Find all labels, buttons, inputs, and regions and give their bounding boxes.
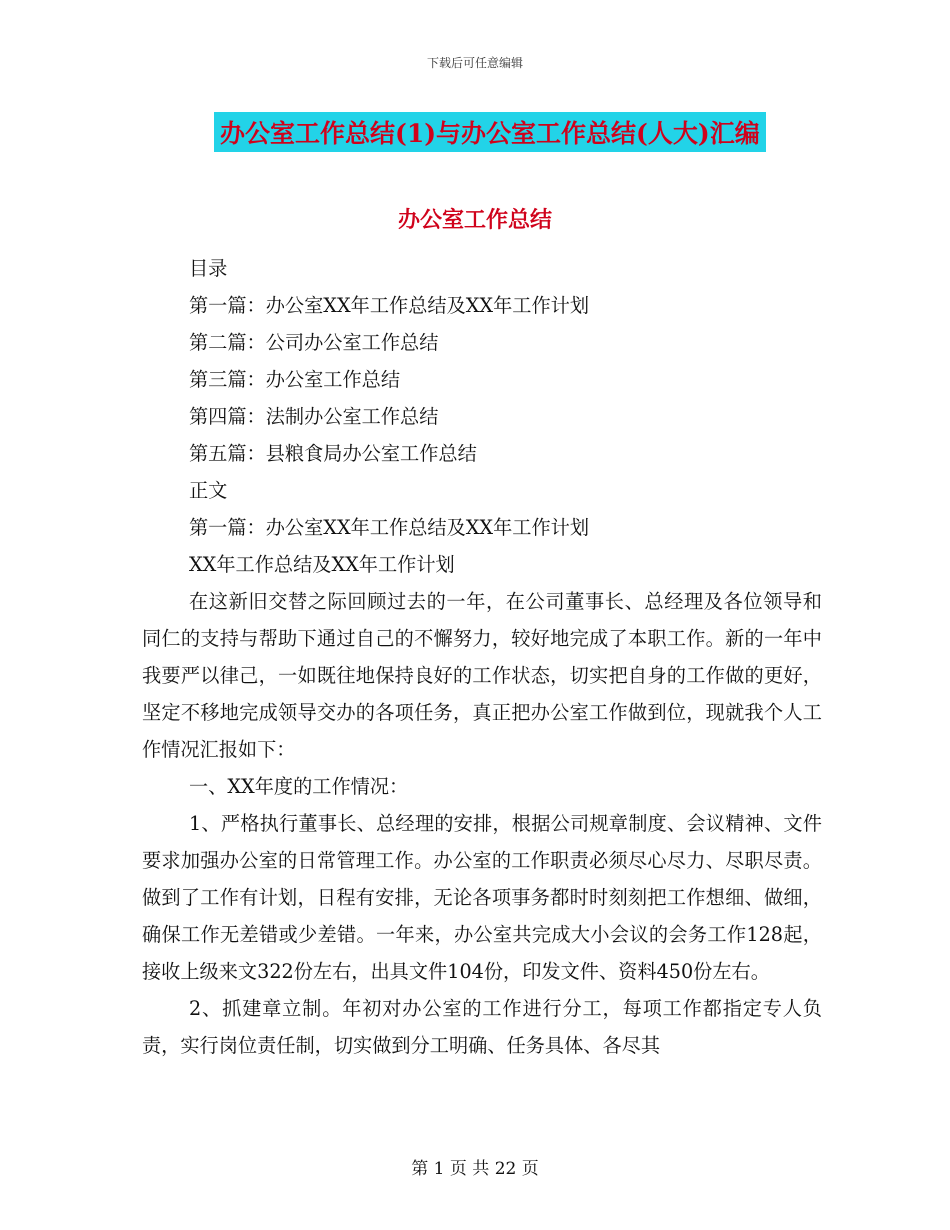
paragraph: 2、抓建章立制。年初对办公室的工作进行分工，每项工作都指定专人负责，实行岗位责任制，切实做到分工明确、任务具体、各尽其 xyxy=(142,997,822,1057)
document-title: 办公室工作总结(1)与办公室工作总结(人大)汇编 xyxy=(214,112,766,152)
section-title: 办公室工作总结 xyxy=(397,207,552,233)
toc-item: 第三篇：办公室工作总结 xyxy=(189,368,401,391)
paragraph: 1、严格执行董事长、总经理的安排，根据公司规章制度、会议精神、文件要求加强办公室的日常管理工作。办公室的工作职责必须尽心尽力、尽职尽责。做到了工作有计划，日程有安排，无论各项事务都时时刻刻把工作想细、做细，确保工作无差错或少差错。一年来，办公室共完成大小会议的会务工作128起，接收上级来文322份左右，出具文件104份，印发文件、资料450份左右。 xyxy=(142,812,822,983)
toc-item: 第二篇：公司办公室工作总结 xyxy=(189,331,439,354)
paragraph: 在这新旧交替之际回顾过去的一年，在公司董事长、总经理及各位领导和同仁的支持与帮助下通过自己的不懈努力，较好地完成了本职工作。新的一年中我要严以律己，一如既往地保持良好的工作状态，切实把自身的工作做的更好，坚定不移地完成领导交办的各项任务，真正把办公室工作做到位，现就我个人工作情况汇报如下： xyxy=(142,590,822,761)
toc-heading: 目录 xyxy=(189,257,228,280)
toc-item: 第四篇：法制办公室工作总结 xyxy=(189,405,439,428)
toc-item: 第五篇：县粮食局办公室工作总结 xyxy=(189,442,477,465)
body-heading: 正文 xyxy=(189,479,228,502)
chapter-title: 第一篇：办公室XX年工作总结及XX年工作计划 xyxy=(189,516,590,539)
article-title: XX年工作总结及XX年工作计划 xyxy=(189,553,455,576)
document-body xyxy=(142,250,822,1064)
paragraph: 一、XX年度的工作情况： xyxy=(189,775,409,798)
page-number: 第 1 页 共 22 页 xyxy=(411,1159,539,1179)
header-note: 下载后可任意编辑 xyxy=(426,56,523,70)
toc-item: 第一篇：办公室XX年工作总结及XX年工作计划 xyxy=(189,294,590,317)
